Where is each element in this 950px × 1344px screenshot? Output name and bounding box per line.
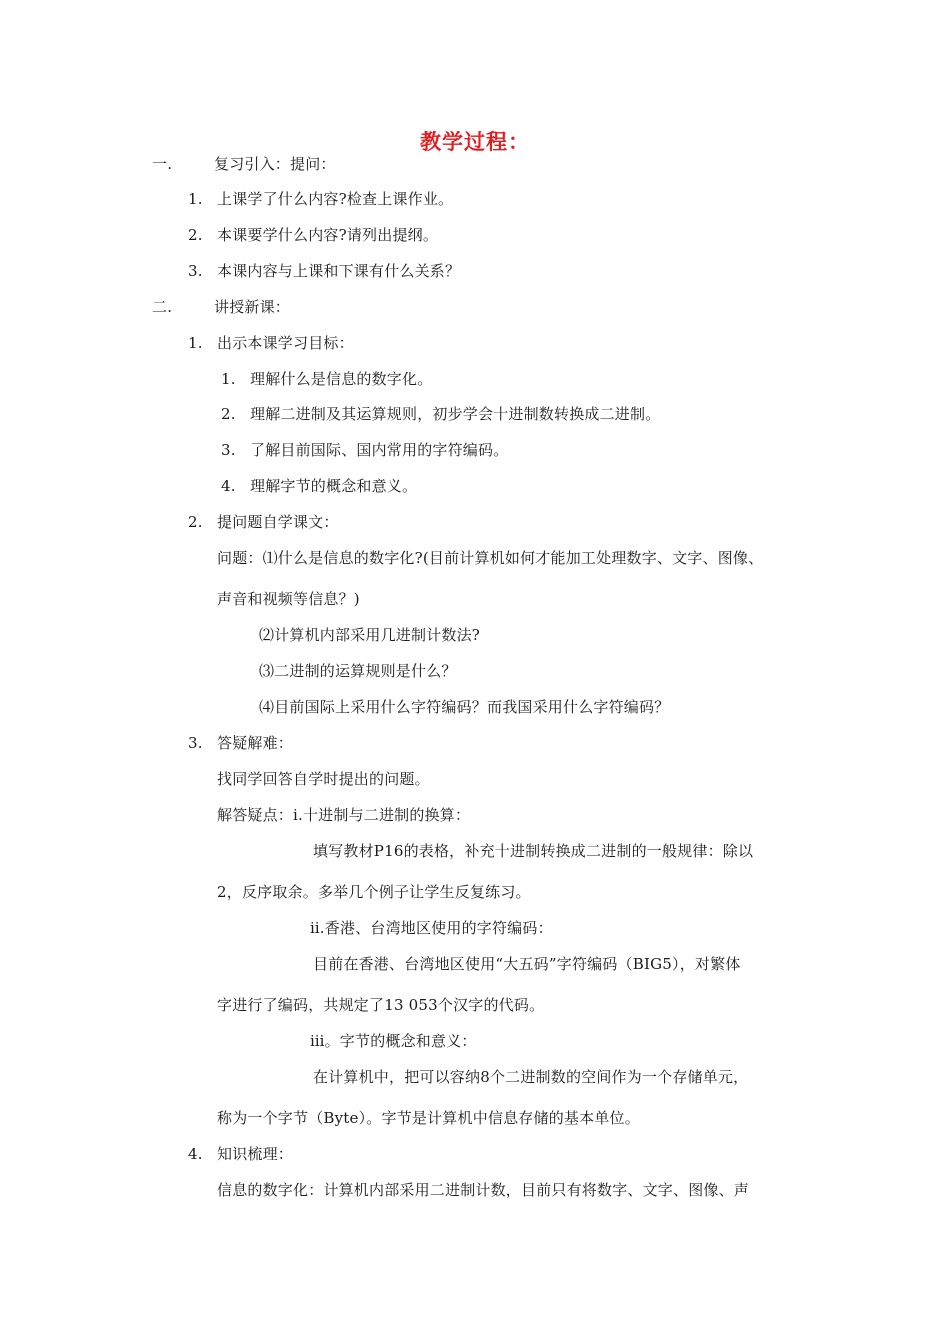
question-text: ⑵计算机内部采用几进制计数法? (259, 626, 481, 644)
review-item-text: 本课要学什么内容?请列出提纲。 (217, 226, 439, 244)
step-heading: 提问题自学课文： (217, 513, 339, 531)
answer-text: ⅲ。字节的概念和意义： (310, 1032, 477, 1050)
step-number: 4. (188, 1145, 203, 1163)
answer-text: 在计算机中，把可以容纳8个二进制数的空间作为一个存储单元， (313, 1068, 749, 1086)
question-text: ⑶二进制的运算规则是什么？ (259, 662, 457, 680)
review-item-text: 本课内容与上课和下课有什么关系？ (217, 262, 461, 280)
goal-number: 2. (221, 405, 236, 423)
answer-text: ⅱ.香港、台湾地区使用的字符编码： (310, 919, 553, 937)
step-number: 1. (188, 334, 203, 352)
answer-text: 2，反序取余。多举几个例子让学生反复练习。 (217, 883, 531, 901)
section-one-marker: 一. (152, 155, 173, 173)
section-one-heading: 复习引入：提问： (214, 155, 336, 173)
step-heading: 出示本课学习目标： (217, 334, 354, 352)
step-heading: 知识梳理： (217, 1145, 294, 1163)
answer-text: 目前在香港、台湾地区使用“大五码”字符编码（BIG5），对繁体 (313, 955, 741, 973)
step-number: 3. (188, 734, 203, 752)
question-text: 声音和视频等信息？) (217, 590, 360, 608)
answer-text: 字进行了编码，共规定了13 053个汉字的代码。 (217, 996, 545, 1014)
review-item-text: 上课学了什么内容?检查上课作业。 (217, 190, 454, 208)
review-item-number: 1. (188, 190, 203, 208)
page-title: 教学过程： (420, 130, 530, 154)
section-two-marker: 二. (152, 298, 173, 316)
goal-number: 4. (221, 477, 236, 495)
step-heading: 答疑解难： (217, 734, 294, 752)
answer-text: 解答疑点：ⅰ.十进制与二进制的换算： (217, 806, 471, 824)
answer-text: 填写教材P16的表格，补充十进制转换成二进制的一般规律：除以 (313, 842, 754, 860)
section-two-heading: 讲授新课： (214, 298, 291, 316)
goal-text: 了解目前国际、国内常用的字符编码。 (250, 441, 509, 459)
goal-number: 1. (221, 370, 236, 388)
goal-text: 理解二进制及其运算规则，初步学会十进制数转换成二进制。 (250, 405, 661, 423)
goal-number: 3. (221, 441, 236, 459)
question-text: 问题：⑴什么是信息的数字化?(目前计算机如何才能加工处理数字、文字、图像、 (217, 549, 764, 567)
goal-text: 理解什么是信息的数字化。 (250, 370, 433, 388)
review-item-number: 3. (188, 262, 203, 280)
review-item-number: 2. (188, 226, 203, 244)
goal-text: 理解字节的概念和意义。 (250, 477, 418, 495)
summary-text: 信息的数字化：计算机内部采用二进制计数，目前只有将数字、文字、图像、声 (217, 1181, 750, 1199)
answer-text: 找同学回答自学时提出的问题。 (217, 770, 430, 788)
step-number: 2. (188, 513, 203, 531)
answer-text: 称为一个字节（Byte）。字节是计算机中信息存储的基本单位。 (217, 1109, 640, 1127)
question-text: ⑷目前国际上采用什么字符编码？而我国采用什么字符编码？ (259, 698, 670, 716)
